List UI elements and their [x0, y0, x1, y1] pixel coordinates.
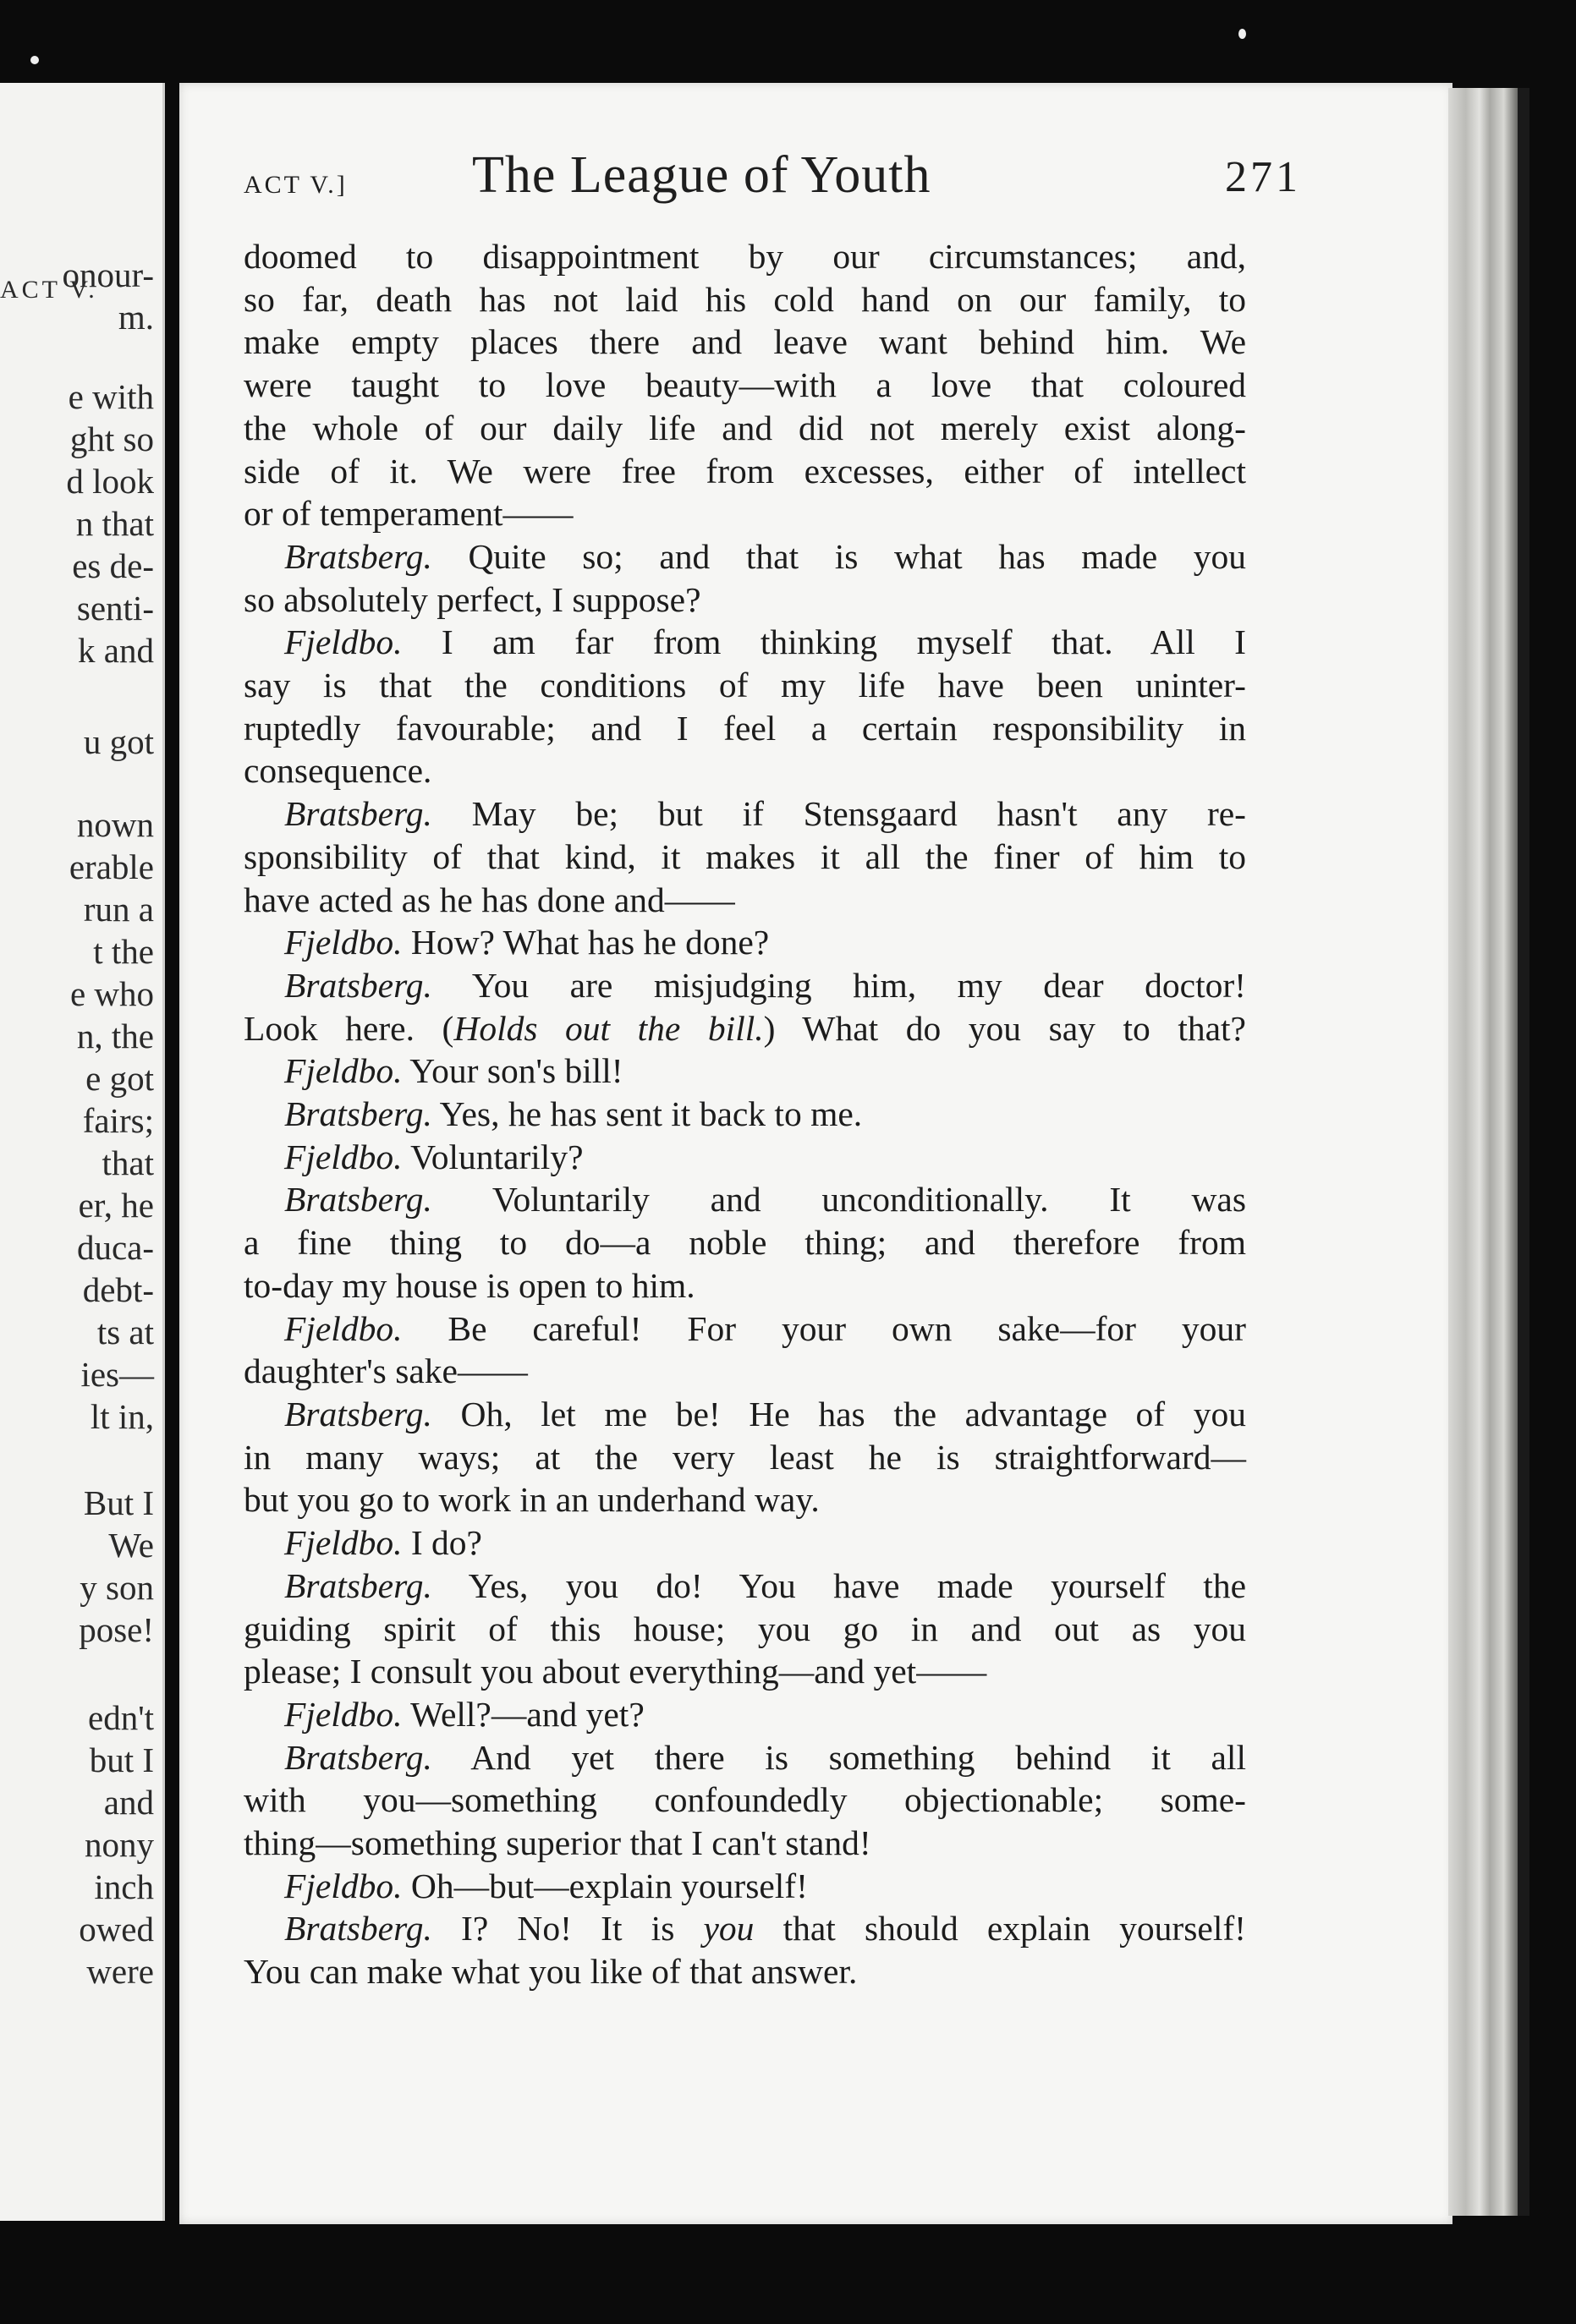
speaker-name: Fjeldbo. — [284, 1523, 403, 1563]
text-line — [244, 749, 1246, 792]
speaker-name: Fjeldbo. — [284, 1308, 403, 1348]
speaker-name: Fjeldbo. — [284, 1137, 403, 1176]
left-page-fragment: pose! — [79, 1610, 154, 1649]
left-page-fragment: t the — [93, 932, 154, 971]
line-text: doomed to disappointment by our circumstances; and, — [244, 237, 1246, 276]
act-label: ACT V.] — [244, 171, 348, 199]
text-line — [244, 1565, 1246, 1608]
text-line — [244, 578, 1246, 622]
left-page-fragment: u got — [83, 722, 154, 761]
line-text: Look here. ( — [244, 1008, 454, 1048]
book-page — [179, 83, 1452, 2224]
line-text: make empty places there and leave want behind him. We — [244, 322, 1246, 362]
left-page-fragment: ght so — [69, 419, 154, 458]
line-text: How? What has he done? — [402, 923, 770, 962]
speaker-name: Fjeldbo. — [284, 923, 403, 962]
speaker-name: Bratsberg. — [284, 965, 432, 1005]
line-text: were taught to love beauty—with a love that coloured — [244, 365, 1246, 405]
left-page-fragment: k and — [78, 631, 154, 670]
text-line — [244, 879, 1246, 922]
line-text: say is that the conditions of my life have been uninter- — [244, 666, 1246, 705]
line-text: Oh—but—explain yourself! — [402, 1866, 808, 1905]
line-text: May be; but if Stensgaard hasn't any re- — [431, 794, 1246, 834]
stage-direction: Holds out the bill. — [453, 1008, 764, 1048]
left-page-fragment: run a — [83, 890, 154, 929]
text-line — [244, 1350, 1246, 1393]
book-title: The League of Youth — [472, 146, 931, 204]
running-head — [244, 145, 1301, 213]
text-line — [244, 1608, 1246, 1651]
speaker-name: Fjeldbo. — [284, 1694, 403, 1734]
left-page-fragment: that — [102, 1143, 154, 1182]
text-line — [244, 1822, 1246, 1865]
left-page-fragment: debt- — [82, 1270, 154, 1309]
text-line — [244, 621, 1246, 664]
text-line — [244, 1307, 1246, 1351]
page-edge-stack — [1448, 88, 1518, 2216]
line-text: with you—something confoundedly objectionable; some- — [244, 1780, 1246, 1820]
line-text: thing—something superior that I can't stand! — [244, 1823, 871, 1863]
speaker-name: Bratsberg. — [284, 1565, 432, 1605]
text-line — [244, 1050, 1246, 1093]
line-text: sponsibility of that kind, it makes it all the finer of him to — [244, 836, 1246, 876]
page-body-text — [244, 235, 1246, 1993]
left-page-fragment: m. — [118, 298, 154, 337]
previous-page-edge — [0, 83, 165, 2221]
text-line — [244, 1478, 1246, 1521]
text-line — [244, 235, 1246, 278]
text-line — [244, 964, 1246, 1007]
left-page-fragment: and — [103, 1783, 154, 1822]
line-text: You are misjudging him, my dear doctor! — [431, 965, 1246, 1005]
text-line — [244, 792, 1246, 836]
text-line — [244, 836, 1246, 879]
text-line — [244, 1693, 1246, 1736]
text-line — [244, 321, 1246, 364]
text-line — [244, 535, 1246, 578]
dust-speck — [1238, 29, 1246, 39]
line-text: Quite so; and that is what has made you — [431, 536, 1246, 576]
line-text: Yes, he has sent it back to me. — [431, 1094, 863, 1134]
left-page-fragment: onour- — [62, 255, 154, 294]
speaker-name: Fjeldbo. — [284, 1866, 403, 1905]
left-page-fragment: duca- — [76, 1228, 154, 1267]
line-text: please; I consult you about everything—and yet—— — [244, 1652, 987, 1691]
text-line — [244, 1736, 1246, 1779]
line-text: consequence. — [244, 751, 432, 791]
left-page-fragment: nony — [85, 1825, 154, 1864]
left-page-fragment: We — [108, 1526, 154, 1565]
line-text: I? No! It is — [431, 1909, 704, 1949]
text-line — [244, 1136, 1246, 1179]
left-page-fragment: owed — [79, 1910, 154, 1949]
text-line — [244, 1521, 1246, 1565]
speaker-name: Bratsberg. — [284, 536, 432, 576]
left-page-fragment: But I — [83, 1483, 154, 1522]
left-page-fragment: but I — [89, 1740, 154, 1779]
dust-speck — [30, 56, 39, 64]
left-page-fragment: were — [86, 1952, 154, 1991]
text-line — [244, 1950, 1246, 1993]
line-text: And yet there is something behind it all — [431, 1737, 1246, 1777]
speaker-name: Bratsberg. — [284, 1737, 432, 1777]
line-text: Voluntarily? — [402, 1137, 584, 1176]
line-text: have acted as he has done and—— — [244, 880, 735, 919]
text-line — [244, 1393, 1246, 1436]
text-line — [244, 1779, 1246, 1822]
speaker-name: Bratsberg. — [284, 1909, 432, 1949]
line-text: or of temperament—— — [244, 494, 574, 534]
line-text: daughter's sake—— — [244, 1351, 528, 1391]
line-text: but you go to work in an underhand way. — [244, 1480, 820, 1520]
line-text: Yes, you do! You have made yourself the — [431, 1565, 1246, 1605]
text-line — [244, 492, 1246, 535]
line-text: Your son's bill! — [402, 1051, 623, 1091]
text-line — [244, 364, 1246, 407]
speaker-name: Bratsberg. — [284, 1180, 432, 1220]
line-text: that should explain yourself! — [754, 1909, 1246, 1949]
left-page-header: ACT V. — [0, 276, 98, 304]
line-text: ) What do you say to that? — [763, 1008, 1246, 1048]
speaker-name: Bratsberg. — [284, 1094, 432, 1134]
left-page-fragment: y son — [80, 1568, 154, 1607]
left-page-fragment: senti- — [76, 589, 154, 628]
left-page-fragment: n that — [75, 504, 154, 543]
text-line — [244, 1007, 1246, 1050]
line-text: to-day my house is open to him. — [244, 1265, 695, 1305]
text-line — [244, 278, 1246, 321]
speaker-name: Bratsberg. — [284, 794, 432, 834]
line-text: Voluntarily and unconditionally. It was — [431, 1180, 1246, 1220]
text-line — [244, 707, 1246, 750]
line-text: side of it. We were free from excesses, either of intellect — [244, 451, 1246, 491]
text-line — [244, 1264, 1246, 1307]
line-text: Well?—and yet? — [402, 1694, 645, 1734]
left-page-fragment: n, the — [76, 1017, 154, 1055]
left-page-fragment: nown — [76, 805, 154, 844]
left-page-fragment: e with — [68, 377, 154, 416]
speaker-name: Bratsberg. — [284, 1394, 432, 1433]
line-text: You can make what you like of that answer. — [244, 1952, 858, 1992]
text-line — [244, 921, 1246, 964]
text-line — [244, 664, 1246, 707]
line-text: guiding spirit of this house; you go in and out as you — [244, 1609, 1246, 1648]
text-line — [244, 407, 1246, 450]
line-text: Be careful! For your own sake—for your — [402, 1308, 1246, 1348]
left-page-fragment: erable — [69, 847, 154, 886]
text-line — [244, 1865, 1246, 1908]
line-text: in many ways; at the very least he is straightforward— — [244, 1437, 1246, 1477]
line-text: Oh, let me be! He has the advantage of you — [431, 1394, 1246, 1433]
left-page-fragment: fairs; — [82, 1101, 154, 1140]
text-line — [244, 1093, 1246, 1136]
left-page-fragment: edn't — [88, 1698, 154, 1737]
text-line — [244, 1178, 1246, 1221]
line-text: a fine thing to do—a noble thing; and therefore from — [244, 1223, 1246, 1263]
stage-direction: you — [703, 1909, 755, 1949]
book-cover-edge — [1518, 88, 1529, 2216]
left-page-fragment: ies— — [80, 1355, 154, 1394]
text-line — [244, 1907, 1246, 1950]
left-page-fragment: e who — [69, 974, 154, 1013]
left-page-fragment: inch — [94, 1867, 154, 1906]
left-page-fragment: lt in, — [90, 1397, 154, 1436]
speaker-name: Fjeldbo. — [284, 622, 403, 662]
speaker-name: Fjeldbo. — [284, 1051, 403, 1091]
line-text: I am far from thinking myself that. All I — [402, 622, 1246, 662]
left-page-fragment: e got — [85, 1059, 154, 1098]
page-number: 271 — [1225, 153, 1301, 201]
text-line — [244, 1436, 1246, 1479]
left-page-fragment: ts at — [96, 1313, 154, 1351]
text-line — [244, 1650, 1246, 1693]
line-text: the whole of our daily life and did not merely exist along- — [244, 408, 1246, 447]
line-text: ruptedly favourable; and I feel a certain responsibility in — [244, 708, 1246, 748]
left-page-fragment: d look — [66, 462, 154, 501]
line-text: I do? — [402, 1523, 482, 1563]
text-line — [244, 1221, 1246, 1264]
left-page-fragment: er, he — [78, 1186, 154, 1225]
line-text: so absolutely perfect, I suppose? — [244, 579, 701, 619]
text-line — [244, 450, 1246, 493]
left-page-fragment: es de- — [72, 546, 154, 585]
line-text: so far, death has not laid his cold hand on our family, to — [244, 279, 1246, 319]
